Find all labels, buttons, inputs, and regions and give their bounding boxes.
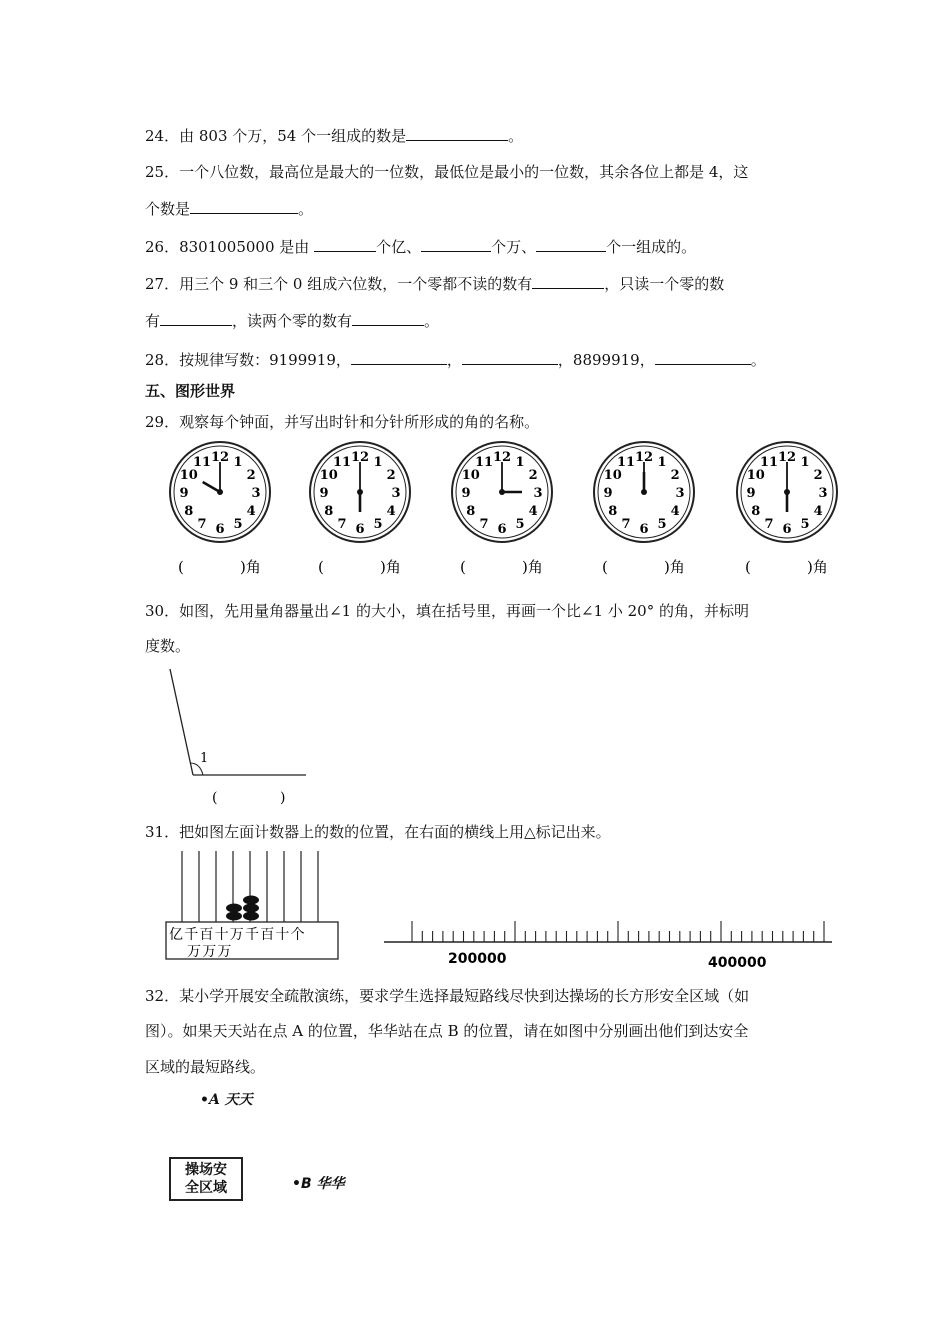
bead bbox=[226, 912, 242, 921]
question-28 bbox=[145, 350, 766, 370]
section-title: 五、图形世界 bbox=[145, 382, 236, 400]
clock-center bbox=[641, 489, 647, 495]
clock-number: 3 bbox=[391, 486, 401, 501]
clock-answer-right: )角 bbox=[240, 558, 261, 576]
clock-number: 9 bbox=[319, 486, 329, 501]
number-line-ticks bbox=[412, 921, 824, 942]
clock-number: 1 bbox=[373, 454, 383, 470]
clock-number: 5 bbox=[800, 517, 810, 533]
clock-number: 11 bbox=[759, 454, 779, 470]
question-27-line2 bbox=[145, 311, 439, 331]
clock-number: 3 bbox=[533, 486, 543, 501]
clock-center bbox=[784, 489, 790, 495]
q27-text-e: 。 bbox=[424, 312, 440, 330]
bead bbox=[243, 912, 259, 921]
clock-center bbox=[499, 489, 505, 495]
clock-number: 12 bbox=[350, 450, 370, 465]
clock-number: 6 bbox=[355, 522, 365, 537]
clock-number: 12 bbox=[492, 450, 512, 465]
q28-blank-3[interactable] bbox=[655, 350, 751, 365]
clock-number: 11 bbox=[192, 454, 212, 470]
question-24 bbox=[145, 126, 523, 146]
q26-text-c: 个万、 bbox=[491, 238, 537, 256]
question-32-line3: 区域的最短路线。 bbox=[145, 1058, 266, 1076]
angle-paren-right: ) bbox=[280, 790, 286, 806]
clock-center bbox=[217, 489, 223, 495]
clock-center bbox=[357, 489, 363, 495]
clock-number: 7 bbox=[621, 517, 631, 533]
clock-number: 11 bbox=[332, 454, 352, 470]
q28-blank-1[interactable] bbox=[351, 350, 447, 365]
clock-number: 12 bbox=[777, 450, 797, 465]
clock-number: 4 bbox=[528, 504, 538, 519]
clock-number: 6 bbox=[782, 522, 792, 537]
clock-answer-right: )角 bbox=[807, 558, 828, 576]
question-32-line1: 32．某小学开展安全疏散演练，要求学生选择最短路线尽快到达操场的长方形安全区域（如 bbox=[145, 987, 750, 1005]
angle-svg bbox=[160, 665, 320, 810]
clock-number: 10 bbox=[746, 468, 765, 483]
clock-1 bbox=[170, 442, 270, 576]
question-30-line2: 度数。 bbox=[145, 637, 191, 655]
clock-number: 1 bbox=[800, 454, 810, 470]
q26-blank-wan[interactable] bbox=[421, 237, 491, 252]
question-30-line1: 30．如图，先用量角器量出∠1 的大小，填在括号里，再画一个比∠1 小 20° 的角，并标明 bbox=[145, 602, 749, 620]
clock-number: 7 bbox=[479, 517, 489, 533]
q26-blank-yi[interactable] bbox=[314, 237, 376, 252]
q27-blank-one[interactable] bbox=[160, 311, 232, 326]
clock-number: 10 bbox=[603, 468, 622, 483]
question-25-line2 bbox=[145, 199, 313, 219]
safe-zone-line2: 全区域 bbox=[185, 1180, 227, 1196]
abacus-row1: 亿千百十万千百十个 bbox=[169, 927, 306, 943]
q25-answer-blank[interactable] bbox=[190, 199, 298, 214]
bead bbox=[243, 904, 259, 913]
clock-answer-left: ( bbox=[745, 558, 751, 576]
q26-text: 26．8301005000 是由 bbox=[145, 238, 315, 256]
clock-number: 5 bbox=[515, 517, 525, 533]
question-31: 31．把如图左面计数器上的数的位置，在右面的横线上用△标记出来。 bbox=[145, 823, 611, 841]
clocks-svg bbox=[160, 440, 850, 585]
bead bbox=[226, 904, 242, 913]
abacus-beads bbox=[226, 896, 259, 921]
q27-blank-none[interactable] bbox=[532, 274, 604, 289]
clock-number: 8 bbox=[184, 504, 194, 519]
q28-text-b: ， bbox=[446, 351, 462, 369]
q25-text: 个数是 bbox=[145, 200, 191, 218]
q26-text-d: 个一组成的。 bbox=[606, 238, 697, 256]
clock-answer-left: ( bbox=[318, 558, 324, 576]
clock-number: 9 bbox=[746, 486, 756, 501]
q27-text: 27．用三个 9 和三个 0 组成六位数，一个零都不读的数有 bbox=[145, 275, 533, 293]
clock-number: 6 bbox=[215, 522, 225, 537]
number-line-label-200000: 200000 bbox=[448, 951, 507, 967]
clock-number: 6 bbox=[639, 522, 649, 537]
clock-answer-right: )角 bbox=[522, 558, 543, 576]
question-32-line2: 图）。如果天天站在点 A 的位置，华华站在点 B 的位置，请在如图中分别画出他们到达安全 bbox=[145, 1022, 749, 1040]
clock-number: 9 bbox=[603, 486, 613, 501]
clock-number: 1 bbox=[657, 454, 667, 470]
clock-number: 2 bbox=[386, 468, 396, 483]
clock-number: 6 bbox=[497, 522, 507, 537]
number-line-label-400000: 400000 bbox=[708, 955, 767, 971]
q27-text-b: ，只读一个零的数 bbox=[604, 275, 725, 293]
clock-number: 11 bbox=[474, 454, 494, 470]
clock-5 bbox=[737, 442, 837, 576]
clock-number: 3 bbox=[818, 486, 828, 501]
angle-figure bbox=[160, 665, 320, 810]
clock-number: 7 bbox=[764, 517, 774, 533]
angle-paren-left: ( bbox=[212, 790, 218, 806]
clock-number: 8 bbox=[751, 504, 761, 519]
q27-text-d: ，读两个零的数有 bbox=[232, 312, 353, 330]
clock-number: 9 bbox=[179, 486, 189, 501]
q28-text-c: ，8899919， bbox=[557, 351, 655, 369]
clock-number: 2 bbox=[246, 468, 256, 483]
clock-number: 2 bbox=[528, 468, 538, 483]
clock-number: 8 bbox=[466, 504, 476, 519]
clocks-figure bbox=[160, 440, 850, 585]
clock-number: 3 bbox=[675, 486, 685, 501]
q27-blank-two[interactable] bbox=[352, 311, 424, 326]
q28-blank-2[interactable] bbox=[462, 350, 558, 365]
clock-number: 12 bbox=[210, 450, 230, 465]
angle-ray-1 bbox=[170, 669, 193, 775]
q28-text: 28．按规律写数：9199919， bbox=[145, 351, 351, 369]
clock-answer-left: ( bbox=[602, 558, 608, 576]
safe-zone-box bbox=[169, 1157, 243, 1201]
question-27-line1 bbox=[145, 274, 724, 294]
point-a: •A 天天 bbox=[200, 1092, 253, 1108]
clock-number: 11 bbox=[616, 454, 636, 470]
clock-answer-left: ( bbox=[460, 558, 466, 576]
clock-number: 4 bbox=[670, 504, 680, 519]
q26-blank-ge[interactable] bbox=[536, 237, 606, 252]
question-29: 29．观察每个钟面，并写出时针和分针所形成的角的名称。 bbox=[145, 413, 540, 431]
clock-number: 5 bbox=[657, 517, 667, 533]
q28-text-d: 。 bbox=[750, 351, 766, 369]
point-b: •B 华华 bbox=[292, 1176, 345, 1192]
clock-number: 7 bbox=[337, 517, 347, 533]
clock-number: 2 bbox=[813, 468, 823, 483]
clock-answer-left: ( bbox=[178, 558, 184, 576]
clock-number: 1 bbox=[515, 454, 525, 470]
clock-number: 4 bbox=[386, 504, 396, 519]
clock-number: 2 bbox=[670, 468, 680, 483]
clock-number: 10 bbox=[319, 468, 338, 483]
clock-number: 4 bbox=[813, 504, 823, 519]
clock-number: 8 bbox=[324, 504, 334, 519]
clock-number: 12 bbox=[634, 450, 654, 465]
bead bbox=[243, 896, 259, 905]
clock-number: 8 bbox=[608, 504, 618, 519]
question-26 bbox=[145, 237, 696, 257]
q26-text-b: 个亿、 bbox=[376, 238, 422, 256]
clock-number: 1 bbox=[233, 454, 243, 470]
safe-zone-line1: 操场安 bbox=[185, 1162, 227, 1178]
clock-number: 10 bbox=[179, 468, 198, 483]
clock-4 bbox=[594, 442, 694, 576]
clock-number: 4 bbox=[246, 504, 256, 519]
q27-text-c: 有 bbox=[145, 312, 161, 330]
clock-answer-right: )角 bbox=[380, 558, 401, 576]
clock-answer-right: )角 bbox=[664, 558, 685, 576]
q25-end: 。 bbox=[298, 200, 314, 218]
q24-end: 。 bbox=[508, 127, 524, 145]
angle-label: 1 bbox=[200, 751, 209, 766]
q24-answer-blank[interactable] bbox=[406, 126, 508, 141]
clock-number: 9 bbox=[461, 486, 471, 501]
clock-number: 5 bbox=[233, 517, 243, 533]
question-25-line1: 25．一个八位数，最高位是最大的一位数，最低位是最小的一位数，其余各位上都是 4，这 bbox=[145, 163, 749, 181]
clock-number: 10 bbox=[461, 468, 480, 483]
q24-text: 24．由 803 个万，54 个一组成的数是 bbox=[145, 127, 407, 145]
clock-number: 7 bbox=[197, 517, 207, 533]
clock-number: 5 bbox=[373, 517, 383, 533]
clock-number: 3 bbox=[251, 486, 261, 501]
clock-2 bbox=[310, 442, 410, 576]
abacus-row2: 万万万 bbox=[187, 944, 233, 960]
q31-svg bbox=[160, 845, 850, 975]
clock-3 bbox=[452, 442, 552, 576]
abacus-numberline-figure bbox=[160, 845, 850, 975]
